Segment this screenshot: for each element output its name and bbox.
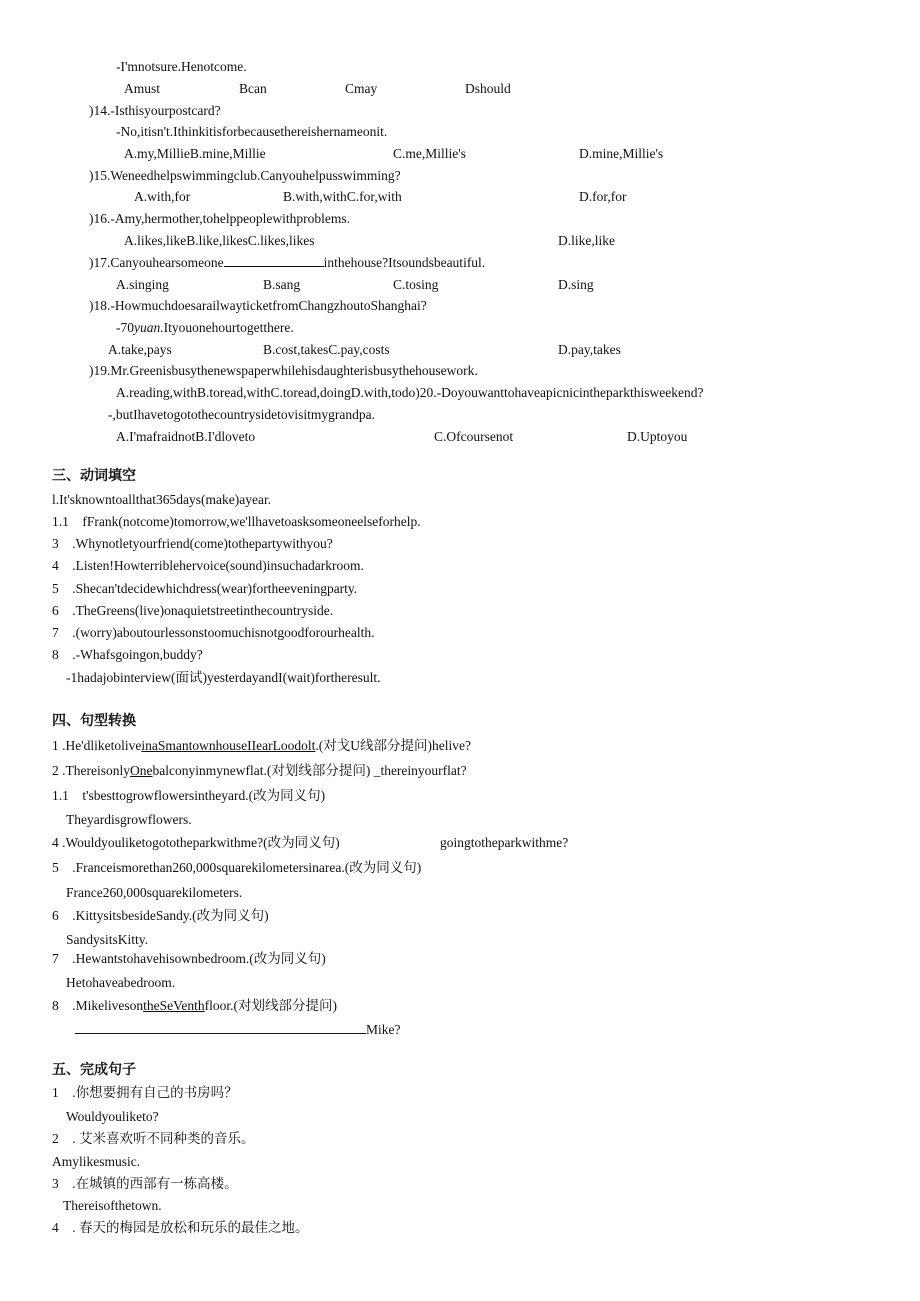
q20-option-c: C.Ofcoursenot — [434, 429, 514, 444]
q17-option-b: B.sang — [263, 277, 301, 292]
q17-option-a: A.singing — [116, 277, 169, 292]
section5-item-1: 1 .你想要拥有自己的书房吗？ — [52, 1085, 238, 1100]
s4-i8-underlined: theSeVenth — [143, 998, 205, 1013]
q15-option-a: A.with,for — [134, 189, 191, 204]
section4-item-7-answer: Hetohaveabedroom. — [66, 975, 176, 990]
section4-item-2 — [52, 762, 467, 780]
q14-option-d: D.mine,Millie's — [579, 146, 664, 161]
q14-option-c: C.me,Millie's — [393, 146, 466, 161]
q18-option-d: D.pay,takes — [558, 342, 621, 357]
section4-item-6: 6 .KittysitsbesideSandy.(改为同义句) — [52, 908, 269, 923]
q20-reply: -,butIhavetogotothecountrysidetovisitmygrandpa. — [108, 407, 375, 422]
q17-text-pre: )17.Canyouhearsomeone — [89, 255, 224, 270]
section3-item: -1hadajobinterview(面试)yesterdayandI(wait)fortheresult. — [66, 670, 381, 685]
q17-option-c: C.tosing — [393, 277, 439, 292]
s4-i8-blank — [75, 1021, 366, 1034]
section3-item: 6 .TheGreens(live)onaquietstreetinthecountryside. — [52, 603, 334, 618]
s4-i8-post: floor.(对划线部分提问) — [204, 998, 337, 1013]
section3-item: 3 .Whynotletyourfriend(come)tothepartywithyou? — [52, 536, 333, 551]
q17-blank — [224, 254, 324, 267]
s4-i2-pre: 2 .Thereisonly — [52, 763, 130, 778]
q17-text-post: inthehouse?Itsoundsbeautiful. — [323, 255, 486, 270]
q18-option-a: A.take,pays — [108, 342, 172, 357]
s4-i1-post: .(对戈U线部分提问)helive? — [315, 738, 471, 753]
section3-item: 1.1 fFrank(notcome)tomorrow,we'llhavetoasksomeoneelseforhelp. — [52, 514, 421, 529]
section4-item-8-answer — [75, 1021, 401, 1039]
section4-item-5-answer: France260,000squarekilometers. — [66, 885, 243, 900]
s4-i1-pre: 1 .He'dliketolive — [52, 738, 142, 753]
q15-question: )15.Weneedhelpswimmingclub.Canyouhelpusswimming? — [89, 168, 401, 183]
section3-item: 4 .Listen!Howterriblehervoice(sound)insuchadarkroom. — [52, 558, 364, 573]
s4-i1-underlined: inaSmantownhouseIIearLoodolt — [141, 738, 316, 753]
section4-item-6-answer: SandysitsKitty. — [66, 932, 149, 947]
section5-item-4: 4 . 春天的梅园是放松和玩乐的最佳之地。 — [52, 1220, 309, 1235]
q15-option-d: D.for,for — [579, 189, 627, 204]
section4-item-3: 1.1 t'sbesttogrowflowersintheyard.(改为同义句) — [52, 788, 326, 803]
section4-item-5: 5 .Franceismorethan260,000squarekilometersinarea.(改为同义句) — [52, 860, 422, 875]
q18-reply-post: Ityouonehourtogetthere. — [163, 320, 294, 335]
section5-item-3-english: Thereisofthetown. — [63, 1198, 162, 1213]
section5-item-2: 2 . 艾米喜欢听不同种类的音乐。 — [52, 1131, 255, 1146]
q16-question: )16.-Amy,hermother,tohelppeoplewithproblems. — [89, 211, 351, 226]
q15-options-bc: B.with,withC.for,with — [283, 189, 402, 204]
q13-option-a: Amust — [124, 81, 161, 96]
section4-item-4-answer: goingtotheparkwithme? — [440, 835, 569, 850]
q18-reply-yuan: yuan. — [134, 320, 164, 335]
s4-i2-post: balconyinmynewflat.(对划线部分提问) _thereinyourflat? — [152, 763, 467, 778]
section5-heading: 五、完成句子 — [52, 1062, 136, 1078]
q13-reply: -I'mnotsure.Henotcome. — [116, 59, 247, 74]
section4-item-7: 7 .Hewantstohavehisownbedroom.(改为同义句) — [52, 951, 326, 966]
q17-option-d: D.sing — [558, 277, 594, 292]
section3-item: l.It'sknowntoallthat365days(make)ayear. — [52, 492, 272, 507]
q13-option-c: Cmay — [345, 81, 378, 96]
section4-item-1 — [52, 737, 471, 755]
q14-reply: -No,itisn't.Ithinkitisforbecausethereishernameonit. — [116, 124, 388, 139]
q19-options-and-q20: A.reading,withB.toread,withC.toread,doingD.with,todo)20.-Doyouwanttohaveapicnicintheparkthisweekend? — [116, 385, 704, 400]
q13-option-b: Bcan — [239, 81, 267, 96]
q18-reply-pre: -70 — [116, 320, 134, 335]
section3-item: 8 .-Whafsgoingon,buddy? — [52, 647, 203, 662]
q18-question: )18.-HowmuchdoesarailwayticketfromChangzhoutoShanghai? — [89, 298, 427, 313]
q19-question: )19.Mr.Greenisbusythenewspaperwhilehisdaughterisbusythehousework. — [89, 363, 478, 378]
section5-item-2-english: Amylikesmusic. — [52, 1154, 141, 1169]
q18-reply — [116, 319, 294, 337]
q20-option-d: D.Uptoyou — [627, 429, 688, 444]
q13-option-d: Dshould — [465, 81, 511, 96]
q20-options-ab: A.I'mafraidnotB.I'dloveto — [116, 429, 256, 444]
section4-item-4: 4 .Wouldyouliketogototheparkwithme?(改为同义句) — [52, 835, 340, 850]
q18-options-bc: B.cost,takesC.pay,costs — [263, 342, 390, 357]
section4-item-8 — [52, 997, 337, 1015]
q14-options-ab: A.my,MillieB.mine,Millie — [124, 146, 266, 161]
s4-i2-underlined: One — [129, 763, 153, 778]
q14-question: )14.-Isthisyourpostcard? — [89, 103, 221, 118]
section5-item-1-english: Wouldyouliketo? — [66, 1109, 159, 1124]
section5-item-3: 3 .在城镇的西部有一栋高楼。 — [52, 1176, 238, 1191]
s4-i8-answer-text: Mike? — [366, 1022, 401, 1037]
q17-question — [89, 254, 485, 272]
section3-item: 5 .Shecan'tdecidewhichdress(wear)fortheeveningparty. — [52, 581, 358, 596]
q16-options-abc: A.likes,likeB.like,likesC.likes,likes — [124, 233, 315, 248]
s4-i8-pre: 8 .Mikeliveson — [52, 998, 144, 1013]
section4-heading: 四、句型转换 — [52, 713, 136, 729]
section4-item-3-answer: Theyardisgrowflowers. — [66, 812, 192, 827]
section3-heading: 三、动词填空 — [52, 468, 136, 484]
q16-option-d: D.like,like — [558, 233, 615, 248]
section3-item: 7 .(worry)aboutourlessonstoomuchisnotgoodforourhealth. — [52, 625, 375, 640]
